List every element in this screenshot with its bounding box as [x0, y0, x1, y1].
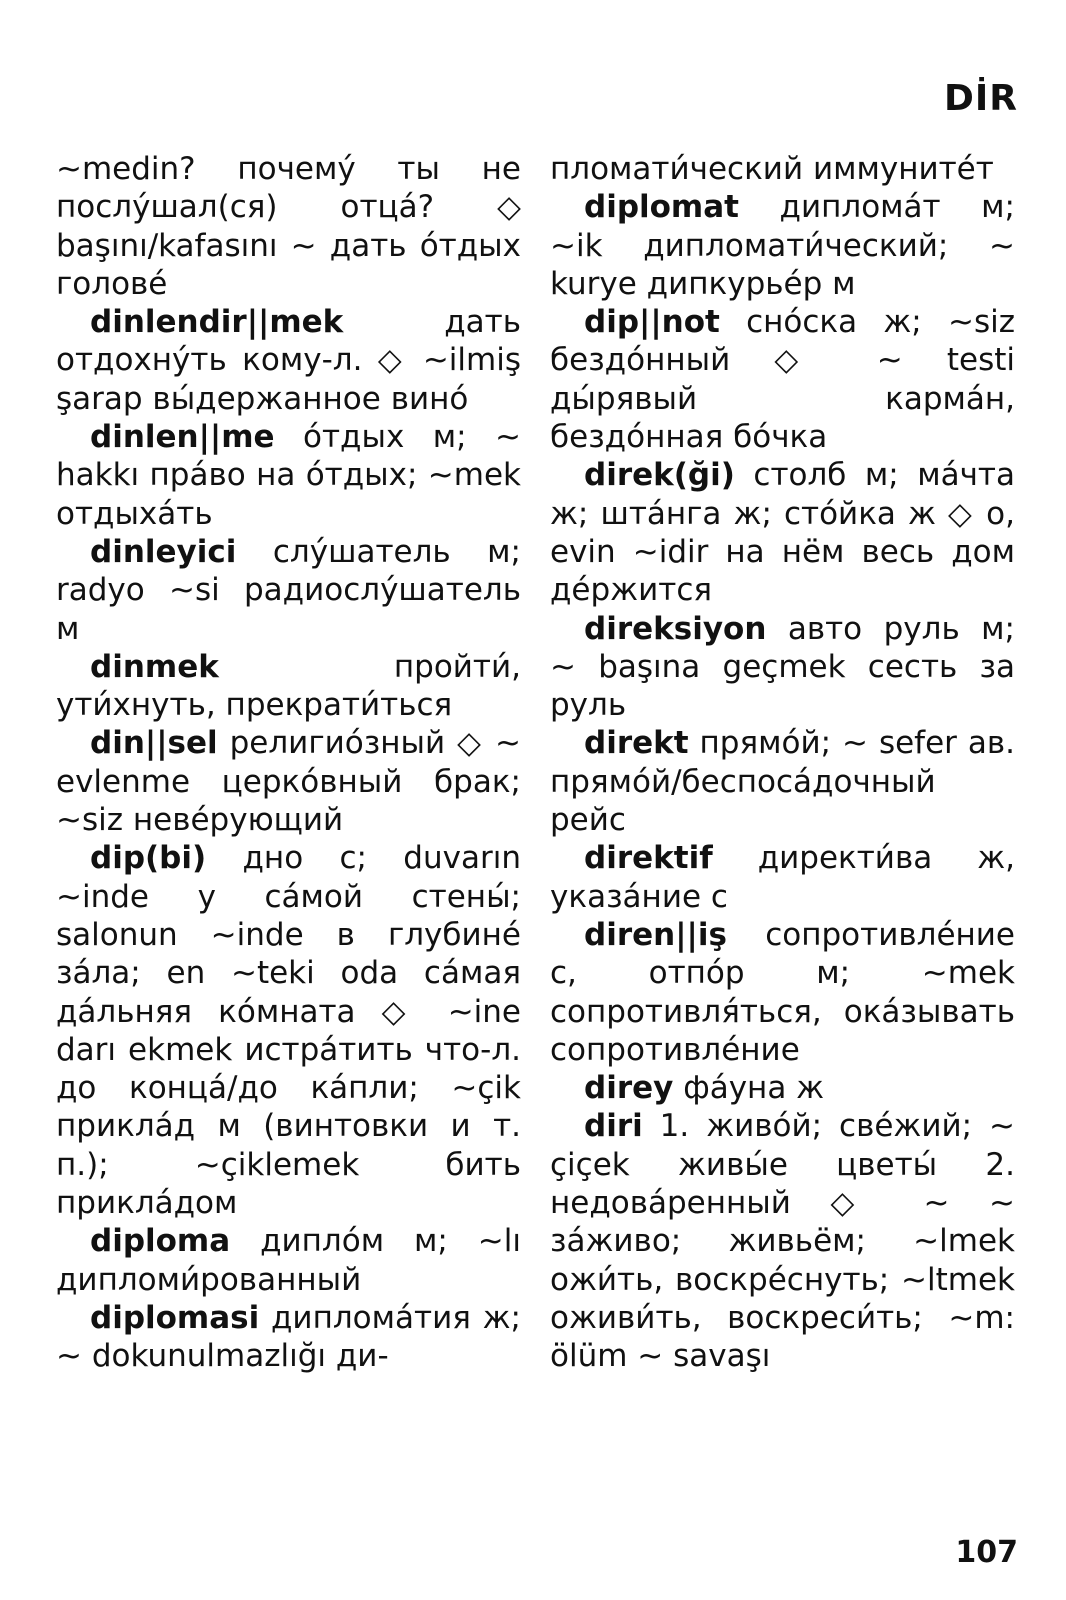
entry-headword: direy [584, 1070, 674, 1107]
entry-text: фа́уна ж [673, 1070, 825, 1107]
entry-text: ~medin? почему́ ты не послу́шал(ся) отца́? ◇ başını/kafasını ~ дать о́тдых голове́ [56, 151, 521, 302]
entry-headword: diploma [90, 1223, 231, 1260]
entry-headword: dip||not [584, 304, 720, 341]
entry-headword: dinmek [90, 648, 219, 685]
entry-text: 1. живо́й; све́жий; ~ çiçek живы́е цветы́ 2. недова́ренный ◇ ~ ~ за́живо; живьём; ~lmek ожи́ть, воскре́снуть; ~ltmek оживи́ть, воскреси́ть; ~m: ölüm ~ savaşı [550, 1108, 1015, 1375]
dictionary-entry [550, 724, 1015, 839]
entry-headword: dinleyici [90, 533, 237, 570]
dictionary-entry [56, 1299, 521, 1376]
dictionary-entry [56, 839, 521, 1222]
entry-text: о́тдых м; ~ hakkı пра́во на о́тдых; ~mek отдыха́ть [56, 419, 521, 532]
entry-headword: direk(ği) [584, 457, 735, 494]
entry-text: пройти́, ути́хнуть, прекрати́ться [56, 648, 521, 724]
entry-headword: dinlen||me [90, 419, 275, 456]
entry-headword: din||sel [90, 725, 218, 762]
entry-text: диплома́т м; ~ik дипломати́ческий; ~ kurye дипкурье́р м [550, 189, 1015, 302]
entry-headword: diren||iş [584, 916, 727, 953]
dictionary-entry [550, 456, 1015, 609]
entry-text: столб м; ма́чта ж; шта́нга ж; сто́йка ж ◇ o, evin ~idir на нём весь дом де́ржится [550, 457, 1015, 609]
entry-headword: direkt [584, 725, 689, 762]
dictionary-entry [56, 724, 521, 839]
dictionary-entry [550, 188, 1015, 303]
entry-headword: diplomasi [90, 1299, 260, 1336]
entry-headword: dinlendir||mek [90, 304, 344, 341]
entry-headword: dip(bi) [90, 840, 207, 877]
dictionary-entry [56, 418, 521, 533]
entry-text: слу́шатель м; radyo ~si радиослу́шатель м [56, 533, 521, 647]
entry-text: дипло́м м; ~lı дипломи́рованный [56, 1223, 521, 1298]
right-column [550, 150, 1015, 1376]
entry-text: пломати́ческий иммуните́т [550, 151, 994, 187]
left-column [56, 150, 521, 1376]
entry-text: сно́ска ж; ~siz бездо́нный ◇ ~ testi ды́рявый карма́н, бездо́нная бо́чка [550, 304, 1015, 456]
dictionary-entry [550, 150, 1015, 188]
dictionary-entry [56, 648, 521, 725]
dictionary-entry [550, 916, 1015, 1069]
dictionary-entry [550, 303, 1015, 456]
entry-headword: direktif [584, 840, 713, 877]
entry-text: дно с; duvarın ~inde у са́мой стены́; salonun ~inde в глубине́ за́ла; en ~teki oda са́мая да́льняя ко́мната ◇ ~ine darı ekmek истра́тить что-л. до конца́/до ка́пли; ~çik прикла́д м (винтовки и т. п.); ~çiklemek бить прикла́дом [56, 840, 521, 1222]
dictionary-entry [550, 1107, 1015, 1375]
dictionary-entry [550, 839, 1015, 916]
page-number: 107 [955, 1535, 1018, 1570]
dictionary-entry [550, 1069, 1015, 1107]
entry-text: диплома́тия ж; ~ dokunulmazlığı ди- [56, 1299, 521, 1375]
dictionary-entry [56, 150, 521, 303]
running-header: DİR [944, 78, 1018, 119]
entry-text: сопротивле́ние с, отпо́р м; ~mek сопротивля́ться, ока́зывать сопротивле́ние [550, 916, 1015, 1068]
entry-text: дать отдохну́ть кому-л. ◇ ~ilmiş şarap вы́держанное вино́ [56, 304, 521, 417]
entry-text: директи́ва ж, указа́ние с [550, 840, 1015, 915]
entry-headword: diri [584, 1108, 643, 1145]
dictionary-entry [550, 610, 1015, 725]
dictionary-entry [56, 1222, 521, 1299]
entry-text: прямо́й; ~ sefer ав. прямо́й/беспоса́дочный рейс [550, 725, 1015, 839]
entry-text: религио́зный ◇ ~ evlenme церко́вный брак; ~siz неве́рующий [56, 725, 521, 839]
entry-headword: direksiyon [584, 610, 767, 647]
entry-text: авто руль м; ~ başına geçmek сесть за руль [550, 610, 1015, 724]
entry-headword: diplomat [584, 189, 739, 226]
dictionary-entry [56, 533, 521, 648]
dictionary-entry [56, 303, 521, 418]
